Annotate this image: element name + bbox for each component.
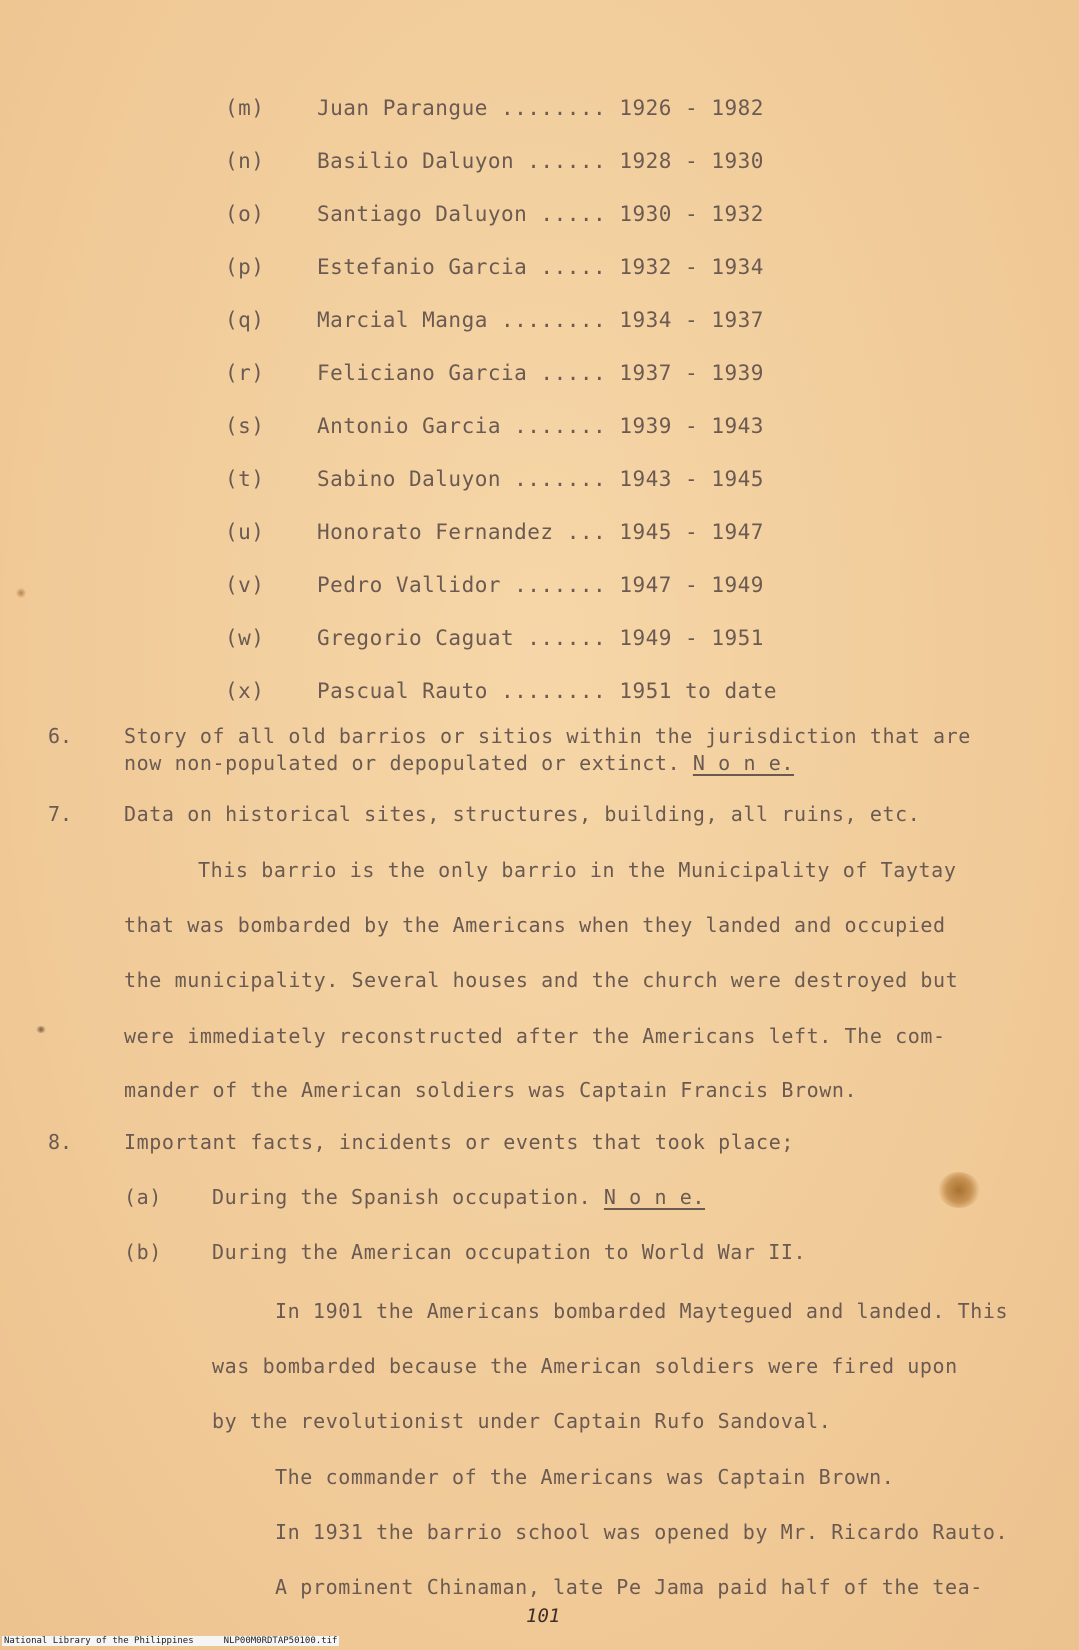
official-name: Santiago Daluyon ..... [317,202,607,226]
item-b-text: During the American occupation to World War II. [212,1240,807,1264]
official-name: Basilio Daluyon ...... [317,149,607,173]
section6-line2 [124,751,794,775]
official-letter: (s) [225,414,265,438]
item-a-label: (a) [124,1185,162,1209]
official-name: Marcial Manga ........ [317,308,607,332]
section7-paragraph-line: mander of the American soldiers was Captain Francis Brown. [124,1078,858,1102]
footer-file: NLP00M0RDTAP50100.tif [223,1636,338,1646]
official-name: Estefanio Garcia ..... [317,255,607,279]
official-years: 1928 - 1930 [619,149,764,173]
official-name: Gregorio Caguat ...... [317,626,607,650]
section7-paragraph-line: the municipality. Several houses and the church were destroyed but [124,968,959,992]
section8-paragraph-line: A prominent Chinaman, late Pe Jama paid half of the tea- [275,1575,983,1599]
section8-paragraph-line: was bombarded because the American soldiers were fired upon [212,1354,958,1378]
section8-item-a [124,1185,705,1209]
official-name: Honorato Fernandez ... [317,520,607,544]
official-years: 1934 - 1937 [619,308,764,332]
official-years: 1930 - 1932 [619,202,764,226]
archive-footer [2,1636,339,1646]
official-letter: (p) [225,255,265,279]
official-years: 1945 - 1947 [619,520,764,544]
section7-paragraph-line: were immediately reconstructed after the Americans left. The com- [124,1024,946,1048]
official-name: Feliciano Garcia ..... [317,361,607,385]
official-name: Sabino Daluyon ....... [317,467,607,491]
official-name: Pascual Rauto ........ [317,679,607,703]
official-name: Juan Parangue ........ [317,96,607,120]
official-row [225,573,764,597]
official-years: 1937 - 1939 [619,361,764,385]
page-number: 101 [526,1605,561,1627]
official-years: 1951 to date [619,679,778,703]
ink-stain [16,588,26,598]
official-row [225,679,777,703]
official-letter: (x) [225,679,265,703]
official-letter: (r) [225,361,265,385]
official-row [225,467,764,491]
official-row [225,520,764,544]
official-letter: (w) [225,626,265,650]
official-years: 1947 - 1949 [619,573,764,597]
official-letter: (q) [225,308,265,332]
section8-paragraph-line: The commander of the Americans was Captain Brown. [275,1465,895,1489]
official-row [225,255,764,279]
section-number: 8. [48,1130,73,1154]
official-years: 1932 - 1934 [619,255,764,279]
item-b-label: (b) [124,1240,162,1264]
item-a-text: During the Spanish occupation. [212,1185,592,1209]
section7-paragraph-line: This barrio is the only barrio in the Municipality of Taytay [198,858,957,882]
official-letter: (u) [225,520,265,544]
ink-stain [36,1026,46,1033]
section6-line1: Story of all old barrios or sitios within the jurisdiction that are [124,724,971,748]
section8-paragraph-line: In 1931 the barrio school was opened by Mr. Ricardo Rauto. [275,1520,1009,1544]
official-letter: (m) [225,96,265,120]
section8-item-b [124,1240,806,1264]
official-years: 1939 - 1943 [619,414,764,438]
official-years: 1926 - 1982 [619,96,764,120]
official-name: Pedro Vallidor ....... [317,573,607,597]
official-name: Antonio Garcia ....... [317,414,607,438]
official-letter: (o) [225,202,265,226]
section8-heading: Important facts, incidents or events that took place; [124,1130,794,1154]
section6-answer: N o n e. [692,751,795,775]
section7-heading: Data on historical sites, structures, building, all ruins, etc. [124,802,921,826]
section6-line2-text: now non-populated or depopulated or extinct. [124,751,681,775]
official-row [225,149,764,173]
official-row [225,308,764,332]
official-letter: (v) [225,573,265,597]
official-letter: (n) [225,149,265,173]
item-a-answer: N o n e. [603,1185,706,1209]
footer-library: National Library of the Philippines [4,1636,194,1646]
official-row [225,96,764,120]
official-years: 1949 - 1951 [619,626,764,650]
official-row [225,414,764,438]
section-number: 7. [48,802,73,826]
ink-stain [938,1172,980,1208]
section-number: 6. [48,724,73,748]
official-letter: (t) [225,467,265,491]
official-years: 1943 - 1945 [619,467,764,491]
official-row [225,361,764,385]
section7-paragraph-line: that was bombarded by the Americans when they landed and occupied [124,913,946,937]
official-row [225,202,764,226]
section8-paragraph-line: In 1901 the Americans bombarded Maytegued and landed. This [275,1299,1009,1323]
official-row [225,626,764,650]
section8-paragraph-line: by the revolutionist under Captain Rufo Sandoval. [212,1409,832,1433]
